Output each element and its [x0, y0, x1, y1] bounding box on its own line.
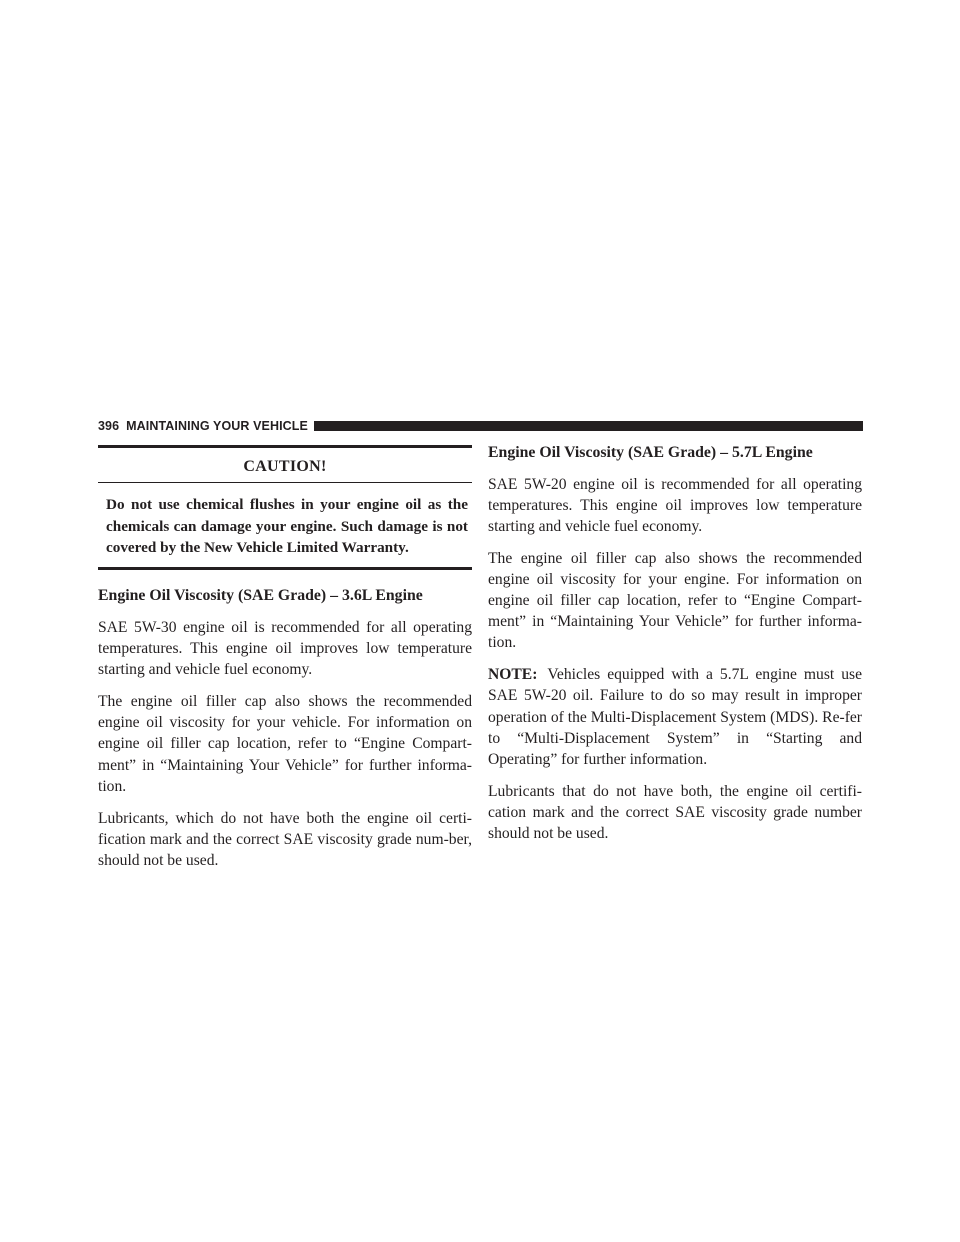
caution-text: Do not use chemical flushes in your engine oil as the chemicals can damage your engine. Such damage is not covered by the New Vehicle Limited Warranty.: [106, 496, 468, 557]
caution-title: CAUTION!: [98, 448, 472, 483]
right-column: [488, 443, 862, 855]
note-label: NOTE:: [488, 666, 538, 684]
note-paragraph: [488, 664, 862, 770]
paragraph: The engine oil filler cap also shows the recommended engine oil viscosity for your vehicle. For information on engine oil filler cap location, refer to “Engine Compart-ment” in “Maintaining Your Vehicle” for further informa-tion.: [98, 693, 472, 795]
paragraph: Lubricants that do not have both, the engine oil certifi-cation mark and the correct SAE viscosity grade number should not be used.: [488, 782, 862, 843]
page-number: 396: [98, 419, 120, 433]
paragraph: SAE 5W-30 engine oil is recommended for all operating temperatures. This engine oil improves low temperature starting and vehicle fuel economy.: [98, 618, 472, 679]
header-rule: [314, 421, 863, 431]
page-header: [98, 418, 863, 434]
section-heading-3-6l: Engine Oil Viscosity (SAE Grade) – 3.6L Engine: [98, 587, 423, 605]
caution-box: [98, 445, 472, 570]
section-heading-5-7l: Engine Oil Viscosity (SAE Grade) – 5.7L Engine: [488, 444, 813, 461]
note-text: Vehicles equipped with a 5.7L engine must use SAE 5W-20 oil. Failure to do so may result in improper operation of the Multi-Displacement System (MDS). Re-fer to “Multi-Displacement System” in “Starting and Operating” for further information.: [488, 666, 862, 768]
paragraph: Lubricants, which do not have both the engine oil certi-fication mark and the correct SAE viscosity grade num-ber, should not be used.: [98, 809, 472, 869]
paragraph: SAE 5W-20 engine oil is recommended for all operating temperatures. This engine oil improves low temperature starting and vehicle fuel economy.: [488, 475, 862, 535]
paragraph: The engine oil filler cap also shows the recommended engine oil viscosity for your engine. For information on engine oil filler cap location, refer to “Engine Compart-ment” in “Maintaining Your Vehicle” for further informa-tion.: [488, 549, 862, 652]
section-title: MAINTAINING YOUR VEHICLE: [126, 419, 308, 433]
left-column: [98, 443, 472, 882]
